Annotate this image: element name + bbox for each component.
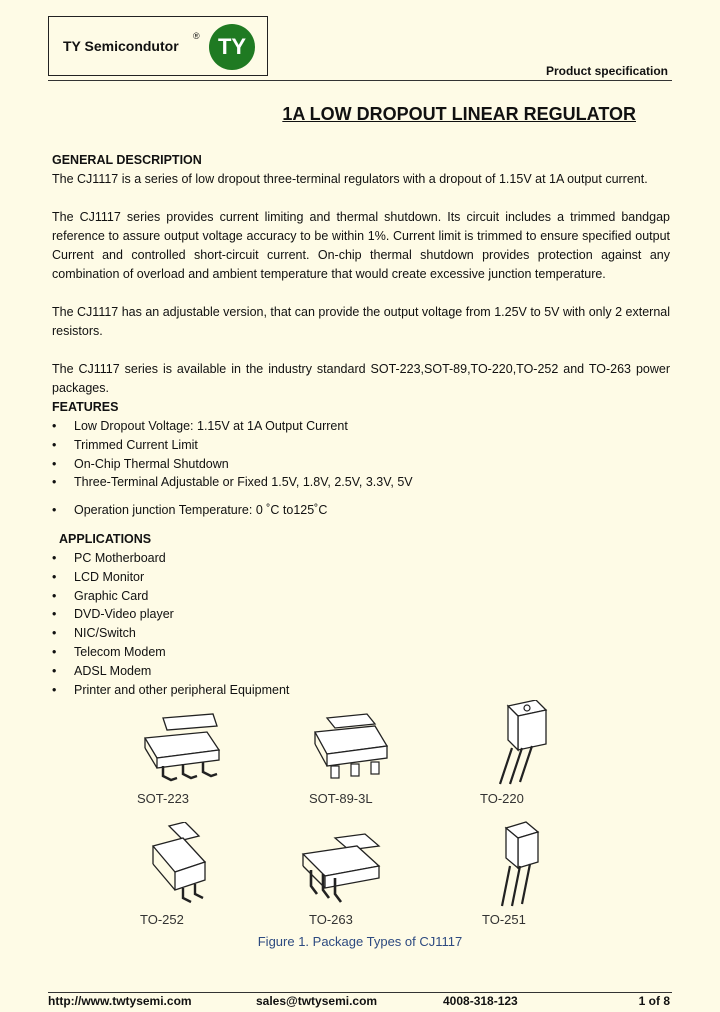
footer-divider	[48, 992, 672, 993]
application-item: • Telecom Modem	[52, 643, 670, 662]
to-251-package-image	[490, 820, 550, 910]
general-description-heading: GENERAL DESCRIPTION	[52, 153, 202, 167]
applications-list	[52, 549, 670, 699]
application-item: • ADSL Modem	[52, 662, 670, 681]
feature-item: • Low Dropout Voltage: 1.15V at 1A Output Current	[52, 417, 670, 436]
sot-89-3l-package-image	[305, 712, 395, 787]
footer-email-link[interactable]: sales@twtysemi.com	[256, 994, 378, 1008]
footer-website-link[interactable]: http://www.twtysemi.com	[48, 994, 192, 1008]
document-title: 1A LOW DROPOUT LINEAR REGULATOR	[282, 104, 636, 124]
general-paragraph-3: The CJ1117 has an adjustable version, that can provide the output voltage from 1.25V to 5V with only 2 external resistors.	[52, 305, 670, 338]
footer-phone: 4008-318-123	[443, 994, 518, 1008]
package-label-to-220: TO-220	[480, 791, 524, 806]
to-252-package-image	[145, 822, 215, 912]
package-label-to-251: TO-251	[482, 912, 526, 927]
logo-mark: TY	[209, 24, 255, 70]
product-specification-label: Product specification	[545, 64, 668, 78]
feature-item: • Operation junction Temperature: 0 ˚C to125˚C	[52, 501, 670, 520]
applications-heading: APPLICATIONS	[59, 531, 152, 546]
application-item: • PC Motherboard	[52, 549, 670, 568]
general-paragraph-4: The CJ1117 series is available in the industry standard SOT-223,SOT-89,TO-220,TO-252 and TO-263 power packages.	[52, 362, 670, 395]
application-item: • DVD-Video player	[52, 605, 670, 624]
footer-page-number: 1 of 8	[638, 994, 670, 1008]
to-220-package-image	[490, 700, 560, 788]
application-item: • LCD Monitor	[52, 568, 670, 587]
sot-223-package-image	[135, 712, 225, 787]
feature-item: • Trimmed Current Limit	[52, 436, 670, 455]
figure-caption: Figure 1. Package Types of CJ1117	[257, 934, 463, 949]
feature-item: • On-Chip Thermal Shutdown	[52, 455, 670, 474]
package-label-to-263: TO-263	[309, 912, 353, 927]
document-body	[52, 151, 670, 699]
feature-item: • Three-Terminal Adjustable or Fixed 1.5V, 1.8V, 2.5V, 3.3V, 5V	[52, 473, 670, 492]
application-item: • NIC/Switch	[52, 624, 670, 643]
logo-text: TY Semicondutor	[63, 38, 179, 54]
features-heading: FEATURES	[52, 400, 119, 414]
application-item: • Graphic Card	[52, 587, 670, 606]
package-label-sot-223: SOT-223	[137, 791, 190, 806]
general-paragraph-1: The CJ1117 is a series of low dropout three-terminal regulators with a dropout of 1.15V at 1A output current.	[52, 172, 648, 186]
registered-mark: ®	[193, 31, 200, 41]
header-divider	[48, 80, 672, 81]
company-logo	[48, 16, 268, 76]
application-item: • Printer and other peripheral Equipment	[52, 681, 670, 700]
features-list	[52, 417, 670, 520]
to-263-package-image	[295, 832, 385, 910]
general-paragraph-2: The CJ1117 series provides current limiting and thermal shutdown. Its circuit includes a trimmed bandgap reference to assure output voltage accuracy to be within 1%. Current limit is trimmed to ensure specified output Current and controlled short-circuit current. On-chip thermal shutdown provides protection against any combination of overload and ambient temperature that would create excessive junction temperature.	[52, 210, 670, 281]
package-label-sot-89-3l: SOT-89-3L	[309, 791, 373, 806]
package-label-to-252: TO-252	[140, 912, 184, 927]
